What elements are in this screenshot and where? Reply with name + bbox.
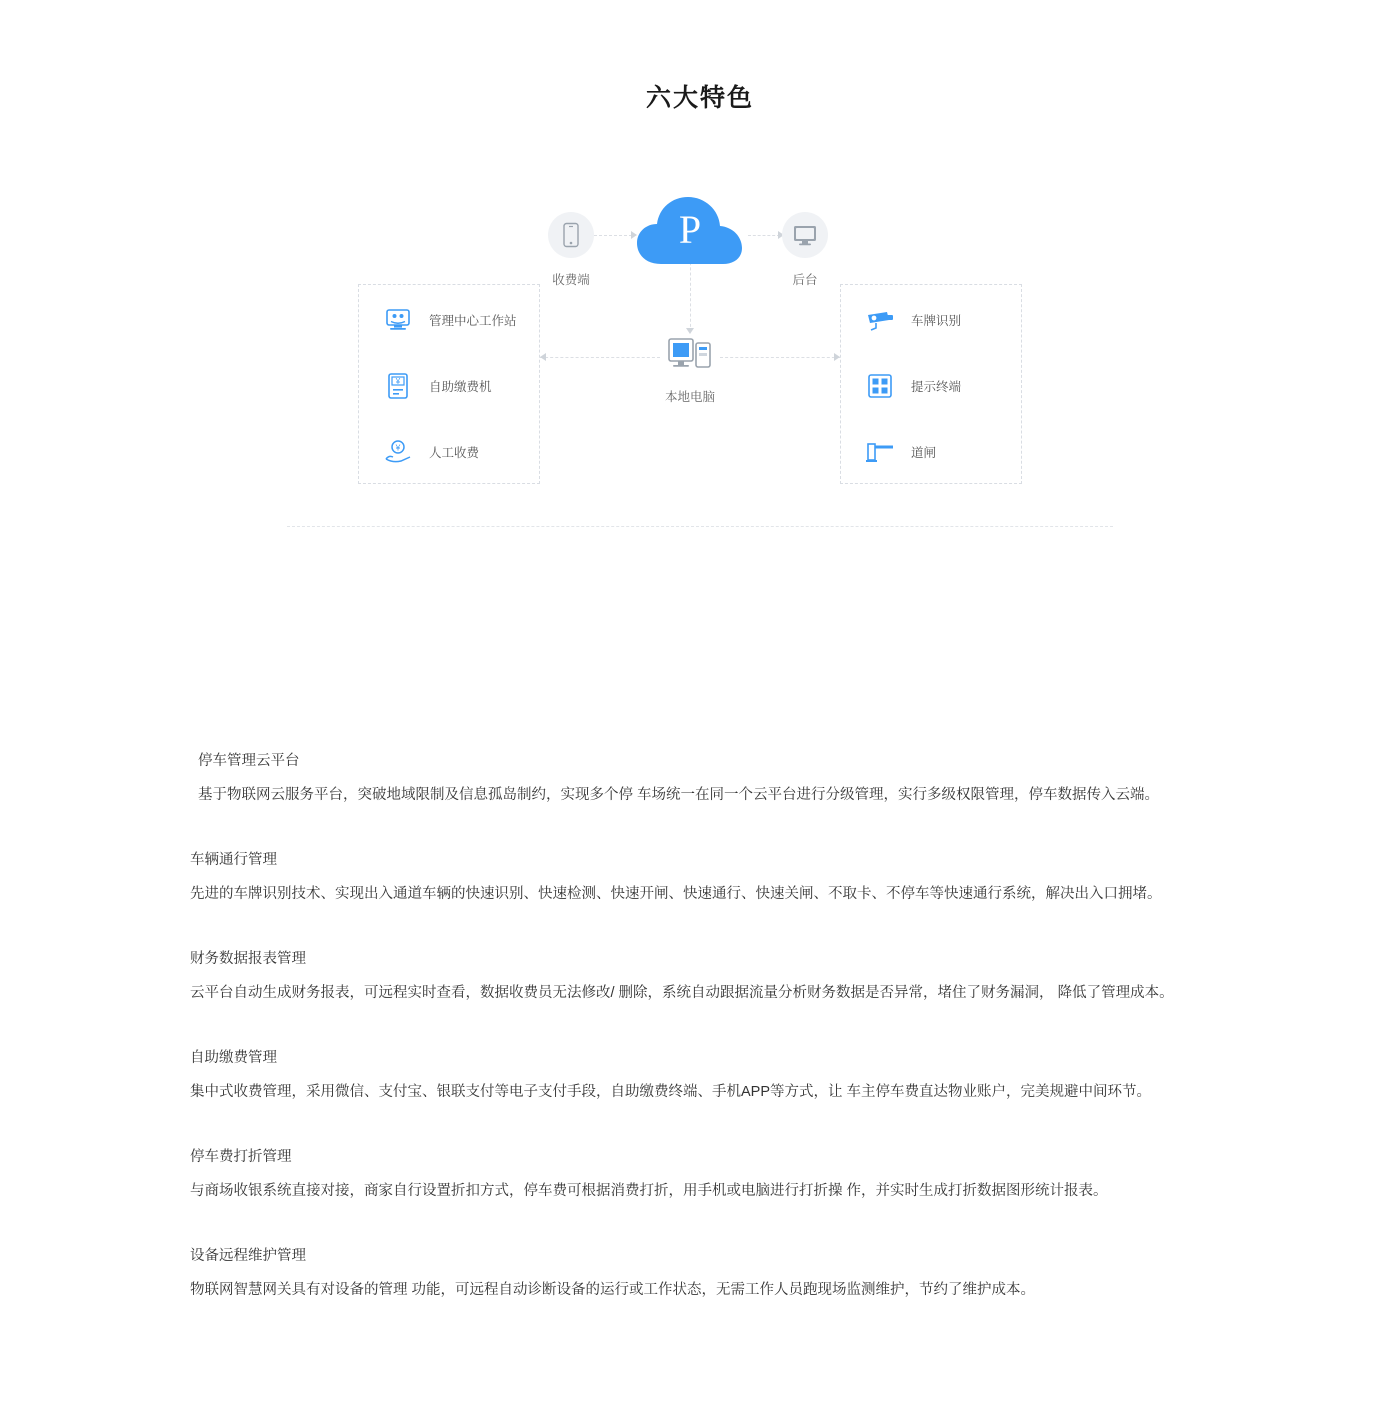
feature-description: 集中式收费管理，采用微信、支付宝、银联支付等电子支付手段，自助缴费终端、手机APP等方式，让 车主停车费直达物业账户，完美规避中间环节。 bbox=[190, 1084, 1152, 1100]
workstation-glyph bbox=[384, 307, 412, 333]
arrow-local-to-left-group bbox=[540, 353, 546, 361]
section-divider bbox=[287, 526, 1113, 527]
feature-list bbox=[190, 602, 1210, 1306]
led-terminal-glyph bbox=[866, 372, 894, 400]
group-label-plate-recognition: 车牌识别 bbox=[911, 314, 962, 328]
cloud-platform-node bbox=[635, 192, 745, 272]
group-label-manual-charge: 人工收费 bbox=[429, 446, 480, 460]
feature-title: 停车管理云平台 bbox=[198, 753, 300, 769]
camera-glyph bbox=[865, 308, 895, 332]
feature-title: 车辆通行管理 bbox=[190, 852, 277, 868]
desktop-monitor-icon bbox=[782, 212, 828, 258]
feature-item bbox=[190, 1243, 1210, 1306]
line-left-group-to-local bbox=[540, 357, 660, 358]
feature-title: 财务数据报表管理 bbox=[190, 951, 306, 967]
manual-charge-glyph bbox=[383, 439, 413, 465]
line-local-to-right-group bbox=[720, 357, 840, 358]
cloud-letter: P bbox=[678, 207, 702, 252]
feature-description: 物联网智慧网关具有对设备的管理 功能，可远程自动诊断设备的运行或工作状态，无需工作人员跑现场监测维护，节约了维护成本。 bbox=[190, 1282, 1036, 1298]
group-row-barrier-gate bbox=[863, 435, 1023, 469]
local-computer-icon bbox=[663, 334, 717, 378]
right-group-box bbox=[840, 284, 1022, 484]
group-row-workstation bbox=[381, 303, 541, 337]
feature-item bbox=[190, 1144, 1210, 1207]
feature-description: 云平台自动生成财务报表，可远程实时查看，数据收费员无法修改/ 删除，系统自动跟据流量分析财务数据是否异常，堵住了财务漏洞， 降低了管理成本。 bbox=[190, 985, 1174, 1001]
feature-item bbox=[190, 847, 1210, 910]
local-computer-glyph bbox=[664, 335, 716, 377]
group-row-manual-charge bbox=[381, 435, 541, 469]
feature-title: 设备远程维护管理 bbox=[190, 1248, 306, 1264]
group-row-led-terminal bbox=[863, 369, 1023, 403]
mobile-phone-icon bbox=[548, 212, 594, 258]
manual-charge-icon bbox=[381, 435, 415, 469]
group-label-self-payment: 自助缴费机 bbox=[429, 380, 492, 394]
camera-icon bbox=[863, 303, 897, 337]
feature-description: 先进的车牌识别技术、实现出入通道车辆的快速识别、快速检测、快速开闸、快速通行、快速关闸、不取卡、不停车等快速通行系统，解决出入口拥堵。 bbox=[190, 886, 1162, 902]
left-group-box bbox=[358, 284, 540, 484]
group-label-workstation: 管理中心工作站 bbox=[429, 314, 517, 328]
architecture-diagram bbox=[0, 182, 1400, 602]
desktop-monitor-glyph bbox=[792, 223, 818, 247]
feature-description: 基于物联网云服务平台，突破地域限制及信息孤岛制约，实现多个停 车场统一在同一个云平台进行分级管理，实行多级权限管理，停车数据传入云端。 bbox=[198, 787, 1160, 803]
feature-item bbox=[190, 1045, 1210, 1108]
line-phone-to-cloud bbox=[594, 235, 632, 236]
group-row-self-payment bbox=[381, 369, 541, 403]
node-label-phone: 收费端 bbox=[552, 273, 590, 287]
group-row-plate-recognition bbox=[863, 303, 1023, 337]
group-label-barrier-gate: 道闸 bbox=[911, 446, 937, 460]
feature-item bbox=[190, 748, 1210, 811]
led-terminal-icon bbox=[863, 369, 897, 403]
line-cloud-to-monitor bbox=[748, 235, 780, 236]
mobile-phone-glyph bbox=[560, 222, 582, 248]
svg-text:¥: ¥ bbox=[395, 442, 401, 453]
feature-description: 与商场收银系统直接对接，商家自行设置折扣方式，停车费可根据消费打折，用手机或电脑进行打折操 作，并实时生成打折数据图形统计报表。 bbox=[190, 1183, 1108, 1199]
barrier-gate-glyph bbox=[865, 439, 895, 465]
barrier-gate-icon bbox=[863, 435, 897, 469]
diagram-canvas bbox=[350, 182, 1050, 602]
group-label-led-terminal: 提示终端 bbox=[911, 380, 962, 394]
feature-title: 停车费打折管理 bbox=[190, 1149, 292, 1165]
self-payment-glyph bbox=[385, 372, 411, 400]
feature-item bbox=[190, 946, 1210, 1009]
page-title: 六大特色 bbox=[645, 84, 754, 112]
feature-title: 自助缴费管理 bbox=[190, 1050, 277, 1066]
self-payment-machine-icon bbox=[381, 369, 415, 403]
node-label-local: 本地电脑 bbox=[664, 390, 715, 404]
svg-text:¥: ¥ bbox=[395, 377, 401, 386]
workstation-icon bbox=[381, 303, 415, 337]
node-label-monitor: 后台 bbox=[792, 273, 818, 287]
